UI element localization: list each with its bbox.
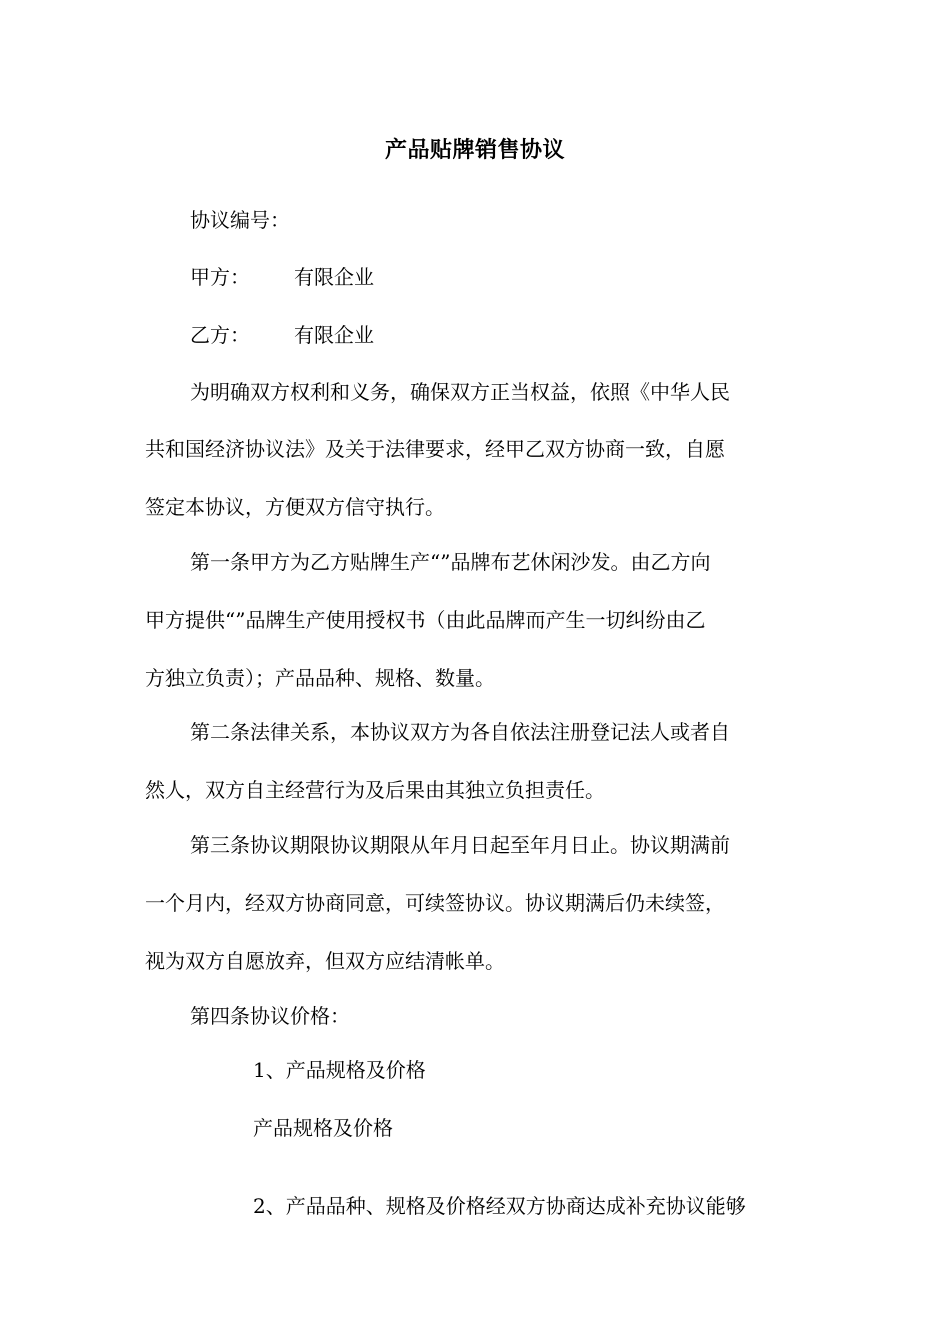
article3-line-2: 一个月内，经双方协商同意，可续签协议。协议期满后仍未续签， [145,891,725,915]
article4-item-2: 2、产品品种、规格及价格经双方协商达成补充协议能够 [253,1194,746,1218]
preamble-line-1: 为明确双方权利和义务，确保双方正当权益，依照《中华人民 [190,380,730,404]
article1-line-1: 第一条甲方为乙方贴牌生产“”品牌布艺休闲沙发。由乙方向 [190,550,711,574]
article1-line-3: 方独立负责）；产品品种、规格、数量。 [145,666,495,690]
article3-line-1: 第三条协议期限协议期限从年月日起至年月日止。协议期满前 [190,833,730,857]
article1-line-2: 甲方提供“”品牌生产使用授权书（由此品牌而产生一切纠纷由乙 [145,608,706,632]
article4-heading: 第四条协议价格： [190,1004,350,1028]
party-a-label: 甲方： [190,265,250,289]
article2-line-2: 然人，双方自主经营行为及后果由其独立负担责任。 [145,778,605,802]
agreement-number-label: 协议编号： [190,208,290,232]
article3-line-3: 视为双方自愿放弃，但双方应结清帐单。 [145,949,505,973]
article4-item-1-sub: 产品规格及价格 [253,1116,393,1140]
preamble-line-3: 签定本协议，方便双方信守执行。 [145,495,445,519]
preamble-line-2: 共和国经济协议法》及关于法律要求，经甲乙双方协商一致，自愿 [145,437,725,461]
party-b-label: 乙方： [190,323,250,347]
article4-item-1: 1、产品规格及价格 [253,1058,426,1082]
document-title: 产品贴牌销售协议 [384,137,565,163]
party-b-name: 有限企业 [294,323,374,347]
party-a-name: 有限企业 [294,265,374,289]
article2-line-1: 第二条法律关系，本协议双方为各自依法注册登记法人或者自 [190,720,730,744]
